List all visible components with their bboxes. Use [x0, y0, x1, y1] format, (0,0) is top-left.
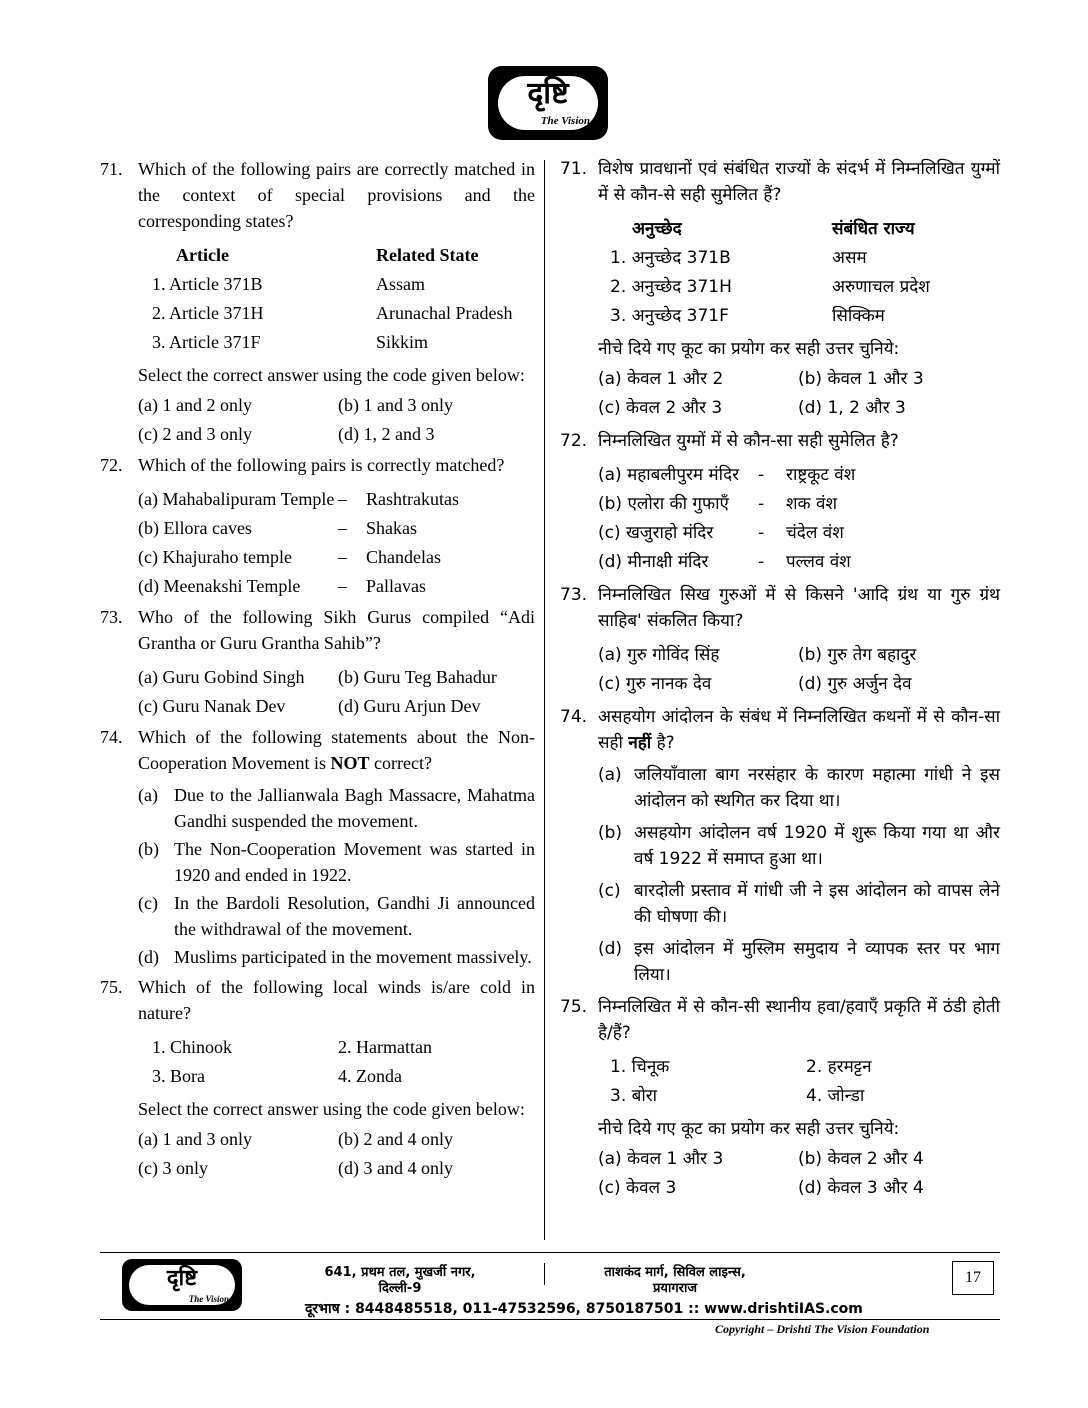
- select-instruction: नीचे दिये गए कूट का प्रयोग कर सही उत्तर चुनिये:: [598, 1119, 900, 1139]
- question-73-hi: 73. निम्नलिखित सिख गुरुओं में से किसने 'आदि ग्रंथ या गुरु ग्रंथ साहिब' संकलित किया?: [560, 585, 1000, 631]
- question-71-en: 71. Which of the following pairs are correctly matched in the context of special provisions and the corresponding states?: [100, 159, 535, 231]
- address-delhi: 641, प्रथम तल, मुखर्जी नगर, दिल्ली-9: [324, 1265, 476, 1296]
- question-74-en: 74. Which of the following statements about the Non-Cooperation Movement is NOT correct?: [100, 727, 535, 773]
- question-75-hi: 75. निम्नलिखित में से कौन-सी स्थानीय हवा/हवाएँ प्रकृति में ठंडी होती है/हैं?: [560, 997, 1000, 1043]
- select-instruction: नीचे दिये गए कूट का प्रयोग कर सही उत्तर चुनिये:: [598, 339, 900, 359]
- logo-word: दृष्टि: [527, 76, 569, 111]
- question-72-en: 72. Which of the following pairs is correctly matched?: [100, 455, 505, 475]
- copyright: Copyright – Drishti The Vision Foundation: [715, 1322, 930, 1336]
- question-75-en: 75. Which of the following local winds is/are cold in nature?: [100, 977, 535, 1023]
- question-73-en: 73. Who of the following Sikh Gurus compiled “Adi Grantha or Guru Grantha Sahib”?: [100, 607, 535, 653]
- answer-options: (a) Guru Gobind Singh (b) Guru Teg Bahadur (c) Guru Nanak Dev (d) Guru Arjun Dev: [138, 666, 497, 716]
- question-71-hi: 71. विशेष प्रावधानों एवं संबंधित राज्यों के संदर्भ में निम्नलिखित युग्मों में से कौन-से सही सुमेलित हैं?: [560, 159, 1000, 205]
- drishti-logo: [488, 66, 608, 140]
- statement-list: (a) जलियाँवाला बाग नरसंहार के कारण महात्मा गांधी ने इस आंदोलन को स्थगित कर दिया था। (b) असहयोग आंदोलन वर्ष 1920 में शुरू किया गया था और वर्ष 1922 में समाप्त हुआ था। (c) बारदोली प्रस्ताव में गांधी जी ने इस आंदोलन को वापस लेने की घोषणा की। (d) इस आंदोलन में मुस्लिम समुदाय ने व्यापक स्तर पर भाग लिया।: [598, 765, 1000, 985]
- match-table: अनुच्छेद संबंधित राज्य 1. अनुच्छेद 371B असम 2. अनुच्छेद 371H अरुणाचल प्रदेश 3. अनुच्छेद 371F सिक्किम: [610, 218, 930, 326]
- column-divider: [544, 160, 545, 1240]
- question-74-hi: 74. असहयोग आंदोलन के संबंध में निम्नलिखित कथनों में से कौन-सा सही नहीं है?: [560, 707, 1000, 753]
- answer-options: (a) गुरु गोविंद सिंह (b) गुरु तेग बहादुर (c) गुरु नानक देव (d) गुरु अर्जुन देव: [598, 644, 917, 694]
- question-text: Which of the following pairs are correctly matched in the context of special provisions and the corresponding states?: [138, 159, 535, 231]
- answer-options: (a) केवल 1 और 2 (b) केवल 1 और 3 (c) केवल 2 और 3 (d) 1, 2 और 3: [598, 368, 924, 418]
- answer-options: (a) केवल 1 और 3 (b) केवल 2 और 4 (c) केवल 3 (d) केवल 3 और 4: [598, 1148, 924, 1198]
- page-footer: [100, 1252, 1000, 1320]
- address-prayagraj: ताशकंद मार्ग, सिविल लाइन्स, प्रयागराज: [604, 1265, 746, 1296]
- hindi-column: [560, 156, 1000, 1202]
- page-number: 17: [952, 1261, 994, 1295]
- statement-list: (a) Due to the Jallianwala Bagh Massacre, Mahatma Gandhi suspended the movement. (b) The Non-Cooperation Movement was started in 1920 and ended in 1922. (c) In the Bardoli Resolution, Gandhi Ji announced the withdrawal of the movement. (d) Muslims participated in the movement massively.: [138, 785, 535, 967]
- logo-tagline: The Vision: [540, 115, 590, 127]
- select-instruction: Select the correct answer using the code given below:: [138, 365, 525, 385]
- answer-options: (a) 1 and 2 only (b) 1 and 3 only (c) 2 and 3 only (d) 1, 2 and 3: [138, 394, 453, 444]
- wind-list: 1. Chinook 2. Harmattan 3. Bora 4. Zonda: [152, 1036, 432, 1086]
- select-instruction: Select the correct answer using the code given below:: [138, 1099, 525, 1119]
- match-list: (a) Mahabalipuram Temple – Rashtrakutas (b) Ellora caves – Shakas (c) Khajuraho temple – Chandelas (d) Meenakshi Temple – Pallavas: [138, 488, 459, 596]
- contact-line: दूरभाष : 8448485518, 011-47532596, 8750187501 :: www.drishtiIAS.com: [305, 1301, 863, 1317]
- wind-list: 1. चिनूक 2. हरमट्टन 3. बोरा 4. जोन्डा: [610, 1056, 872, 1106]
- english-column: [100, 156, 535, 1182]
- match-table: Article Related State 1. Article 371B Assam 2. Article 371H Arunachal Pradesh 3. Article 371F Sikkim: [152, 244, 513, 352]
- match-list: (a) महाबलीपुरम मंदिर - राष्ट्रकूट वंश (b) एलोरा की गुफाएँ - शक वंश (c) खजुराहो मंदिर - चंदेल वंश (d) मीनाक्षी मंदिर - पल्लव वंश: [598, 464, 856, 572]
- answer-options: (a) 1 and 3 only (b) 2 and 4 only (c) 3 only (d) 3 and 4 only: [138, 1128, 453, 1178]
- footer-logo: दृष्टि The Vision: [122, 1259, 242, 1311]
- question-72-hi: 72. निम्नलिखित युग्मों में से कौन-सा सही सुमेलित है?: [560, 431, 899, 451]
